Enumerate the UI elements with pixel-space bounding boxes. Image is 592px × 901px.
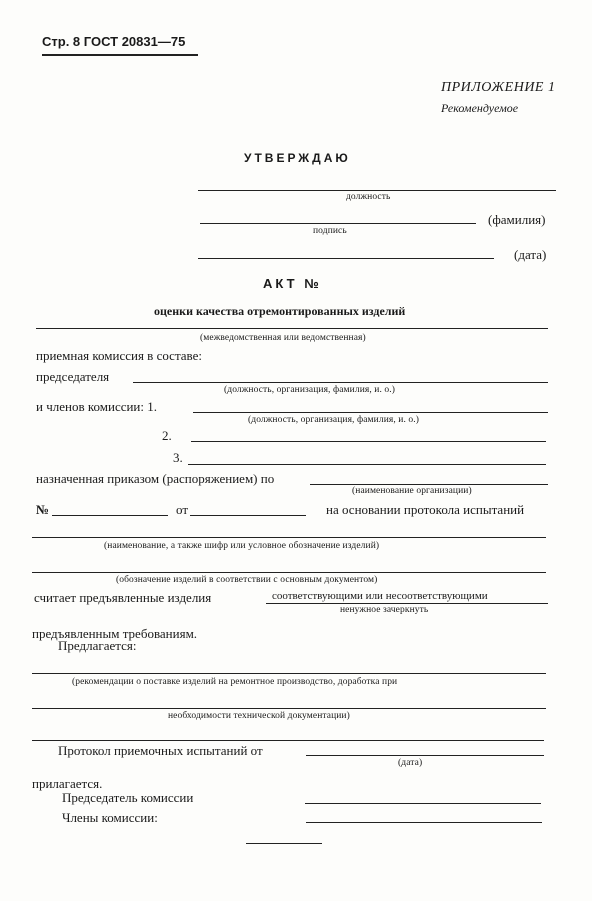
surname-label: (фамилия) [488,212,546,227]
recommendation-caption-2: необходимости технической документации) [168,711,350,721]
recommendation-caption-1: (рекомендации о поставке изделий на ремонтное производство, доработка при [72,677,398,687]
chairman-caption: (должность, организация, фамилия, и. о.) [224,385,396,395]
chairman-label: председателя [36,369,110,384]
act-subtitle: оценки качества отремонтированных изделий [154,304,406,318]
members-label: и членов комиссии: 1. [36,399,158,414]
appendix-note: Рекомендуемое [441,101,519,115]
interdept-line [36,328,548,329]
closing-rule [246,843,322,844]
chairman-signature-label: Председатель комиссии [62,790,194,805]
acceptance-date-line [306,755,544,756]
strike-caption: ненужное зачеркнуть [340,605,429,615]
interdept-caption: (межведомственная или ведомственная) [200,333,366,343]
designation-line [32,572,546,573]
member-2-number: 2. [162,428,172,443]
appendix-title: ПРИЛОЖЕНИЕ 1 [441,80,556,95]
product-caption: (наименование, а также шифр или условное обозначение изделий) [104,541,380,551]
acceptance-protocol: Протокол приемочных испытаний от [58,743,263,758]
signature-caption: подпись [313,226,347,236]
position-line [198,190,556,191]
from-date-line [190,515,306,516]
approval-title: УТВЕРЖДАЮ [244,151,351,165]
header-underline [42,54,198,56]
organization-line [310,484,548,485]
date-line [198,258,494,259]
chairman-signature-line [305,803,541,804]
attached-text: прилагается. [32,776,103,791]
compliance-options: соответствующими или несоответствующими [272,590,488,602]
members-signature-line [306,822,542,823]
proposed-text: Предлагается: [58,638,137,653]
order-label: назначенная приказом (распоряжением) по [36,471,275,486]
chairman-line [133,382,548,383]
from-label: от [176,502,189,517]
recommendation-line-2 [32,708,546,709]
member-1-line [193,412,548,413]
number-label: № [36,502,50,517]
product-line [32,537,546,538]
protocol-basis: на основании протокола испытаний [326,502,525,517]
member-3-number: 3. [173,450,183,465]
act-title: АКТ № [263,276,322,291]
designation-caption: (обозначение изделий в соответствии с основным документом) [116,575,378,585]
acceptance-date-caption: (дата) [398,758,423,768]
surname-line [200,223,476,224]
number-line [52,515,168,516]
requirements-text: предъявленным требованиям. [32,626,198,641]
member-3-line [188,464,546,465]
position-caption: должность [346,192,391,202]
members-signature-label: Члены комиссии: [62,810,158,825]
date-label: (дата) [514,247,547,262]
recommendation-line-1 [32,673,546,674]
separator-line [32,740,544,741]
considers-label: считает предъявленные изделия [34,590,212,605]
members-caption: (должность, организация, фамилия, и. о.) [248,415,420,425]
member-2-line [191,441,546,442]
compliance-line [266,603,548,604]
commission-intro: приемная комиссия в составе: [36,348,202,363]
organization-caption: (наименование организации) [352,486,472,496]
page-reference: Стр. 8 ГОСТ 20831—75 [42,34,186,49]
